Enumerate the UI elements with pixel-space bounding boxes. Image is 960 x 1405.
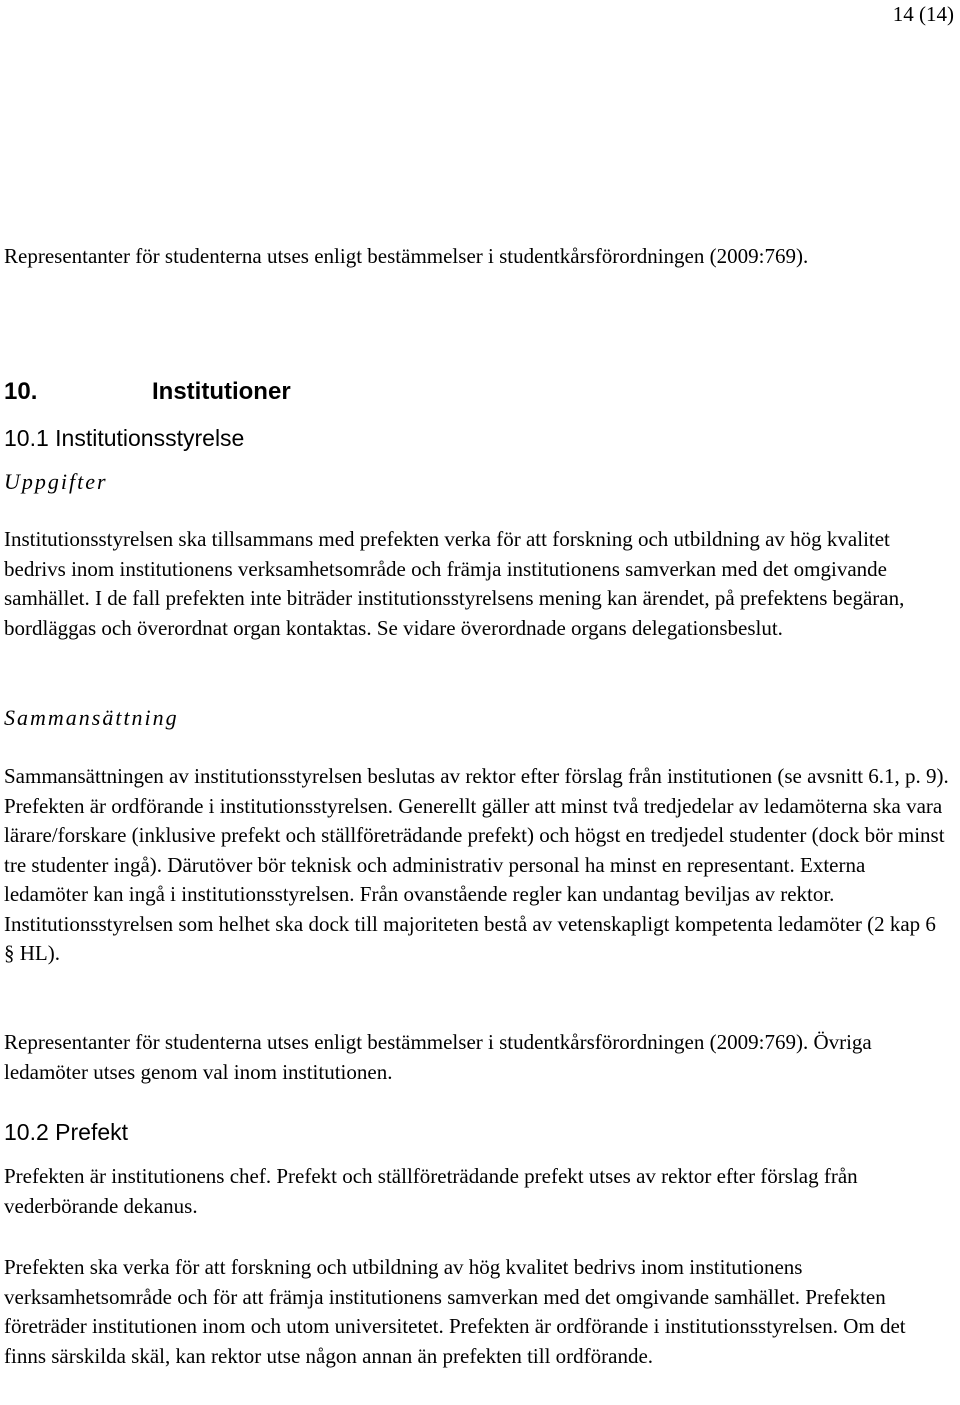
intro-paragraph: Representanter för studenterna utses enligt bestämmelser i studentkårsförordningen (2009:769). [4, 244, 809, 268]
chapter-number: 10. [4, 378, 38, 405]
prefekt-paragraph-1: Prefekten är institutionens chef. Prefekt och ställföreträdande prefekt utses av rektor efter förslag från vederbörande dekanus. [4, 1164, 858, 1218]
section-heading-10-2: 10.2 Prefekt [4, 1119, 129, 1145]
uppgifter-heading: Uppgifter [4, 469, 108, 494]
chapter-title: Institutioner [152, 378, 291, 405]
sammansattning-heading: Sammansättning [4, 705, 179, 730]
chapter-heading [4, 377, 949, 407]
page-number: 14 (14) [892, 2, 954, 26]
uppgifter-paragraph: Institutionsstyrelsen ska tillsammans med prefekten verka för att forskning och utbildning av hög kvalitet bedrivs inom institutionens verksamhetsområde och främja institutionens samverkan med det omgivande samhället. I de fall prefekten inte biträder institutionsstyrelsens mening kan ärendet, på prefektens begäran, bordläggas och överordnat organ kontaktas. Se vidare överordnade organs delegationsbeslut. [4, 527, 905, 640]
prefekt-paragraph-2: Prefekten ska verka för att forskning och utbildning av hög kvalitet bedrivs inom institutionens verksamhetsområde och för att främja institutionens samverkan med det omgivande samhället. Prefekten företräder institutionen inom och utom universitetet. Prefekten är ordförande i institutionsstyrelsen. Om det finns särskilda skäl, kan rektor utse någon annan än prefekten till ordförande. [4, 1255, 906, 1368]
representanter-paragraph: Representanter för studenterna utses enligt bestämmelser i studentkårsförordningen (2009:769). Övriga ledamöter utses genom val inom institutionen. [4, 1030, 872, 1084]
section-heading-10-1: 10.1 Institutionsstyrelse [4, 425, 245, 451]
sammansattning-paragraph: Sammansättningen av institutionsstyrelsen beslutas av rektor efter förslag från institutionen (se avsnitt 6.1, p. 9). Prefekten är ordförande i institutionsstyrelsen. Generellt gäller att minst två tredjedelar av ledamöterna ska vara lärare/forskare (inklusive prefekt och ställföreträdande prefekt) och högst en tredjedel studenter (dock bör minst tre studenter ingå). Därutöver bör teknisk och administrativ personal ha minst en representant. Externa ledamöter kan ingå i institutionsstyrelsen. Från ovanstående regler kan undantag beviljas av rektor. Institutionsstyrelsen som helhet ska dock till majoriteten bestå av vetenskapligt kompetenta ledamöter (2 kap 6 § HL). [4, 764, 949, 965]
